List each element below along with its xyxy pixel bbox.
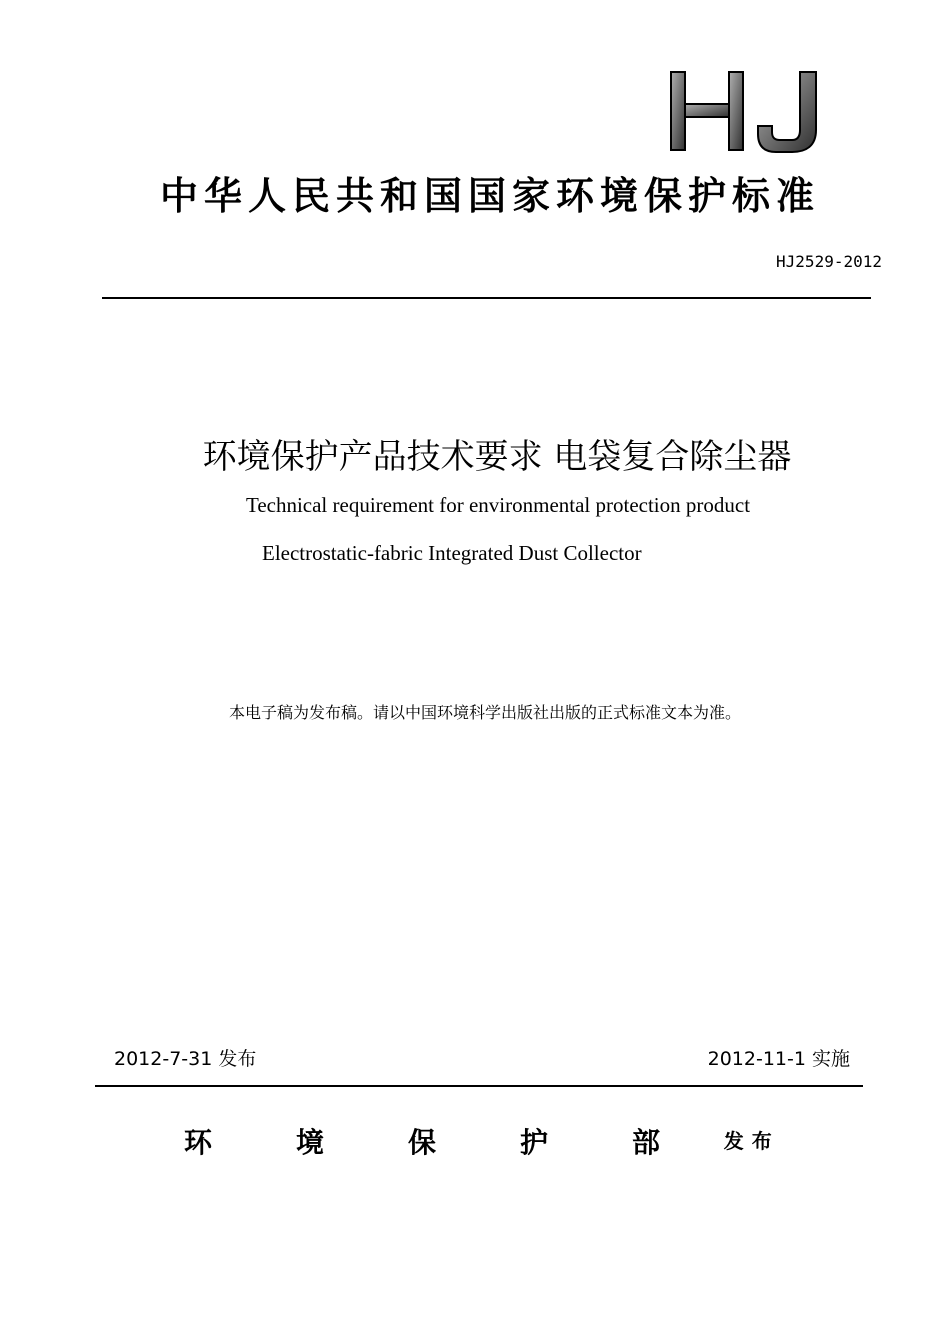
issuer-char: 环 [184,1126,213,1159]
issuer-char: 境 [296,1126,325,1159]
issuer-char: 护 [520,1126,549,1159]
issue-date: 2012-7-31 发布 [114,1048,257,1070]
issuer-char: 保 [408,1126,437,1159]
issuer-suffix: 发布 [723,1129,780,1153]
document-title-english-line1: Technical requirement for environmental protection product [245,493,751,517]
issuing-authority [184,1120,780,1164]
footer-divider [95,1085,863,1087]
issuer-char: 部 [632,1126,661,1159]
standard-type-heading: 中华人民共和国国家环境保护标准 [159,174,820,218]
logo-letter-j [758,72,816,152]
logo-letter-h [671,72,743,150]
issuer-name [184,1126,724,1159]
effective-date: 2012-11-1 实施 [707,1048,850,1070]
header-divider [102,297,871,299]
hj-logo [668,68,828,158]
document-title-english-line2: Electrostatic-fabric Integrated Dust Collector [262,541,642,565]
publication-notice: 本电子稿为发布稿。请以中国环境科学出版社出版的正式标准文本为准。 [228,703,741,722]
document-title-chinese: 环境保护产品技术要求 电袋复合除尘器 [202,437,792,477]
standard-number: HJ2529-2012 [776,252,882,271]
